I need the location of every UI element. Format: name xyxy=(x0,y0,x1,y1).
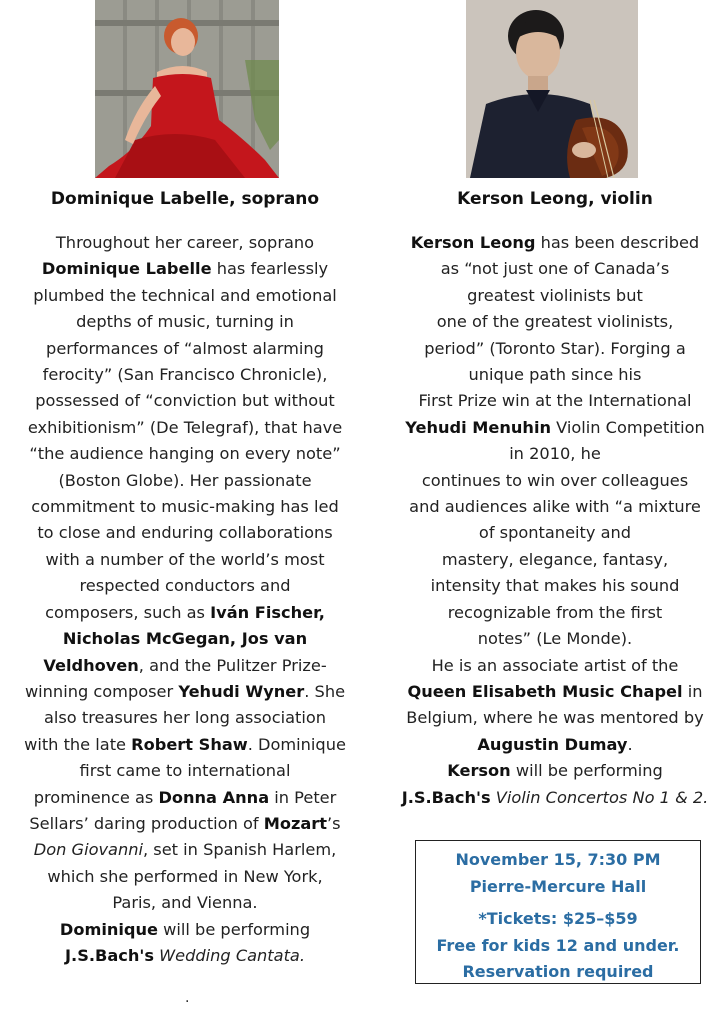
violinist-bio-line: Yehudi Menuhin Violin Competition xyxy=(405,417,705,437)
soprano-bio-line: plumbed the technical and emotional xyxy=(33,285,337,305)
violinist-bio-bold-text: Kerson Leong xyxy=(410,233,536,252)
violinist-bio-line: intensity that makes his sound xyxy=(430,576,680,596)
violinist-heading: Kerson Leong, violin xyxy=(457,189,653,209)
soprano-heading: Dominique Labelle, soprano xyxy=(50,189,320,209)
soprano-bio-line: respected conductors and xyxy=(79,576,291,596)
ticket-price: *Tickets: $25–$59 xyxy=(478,909,638,928)
violinist-bio-line: He is an associate artist of the xyxy=(431,655,679,675)
violinist-bio-line: and audiences alike with “a mixture xyxy=(409,497,701,517)
violinist-bio-line: recognizable from the first xyxy=(447,602,663,622)
soprano-bio-line: Dominique will be performing xyxy=(59,919,311,939)
soprano-photo xyxy=(95,0,279,178)
kids-free-note: Free for kids 12 and under. xyxy=(436,935,680,955)
concert-info-box xyxy=(415,840,701,984)
soprano-bio-line: depths of music, turning in xyxy=(76,312,294,332)
soprano-bio-bold-text: J.S.Bach's xyxy=(65,945,154,965)
soprano-bio-line: which she performed in New York, xyxy=(47,866,323,886)
violinist-bio-italic-text: Violin Concertos No 1 & 2. xyxy=(495,787,709,807)
soprano-bio-line xyxy=(8,943,362,969)
violinist-bio-line: Kerson will be performing xyxy=(447,761,663,781)
soprano-bio-line: with the late Robert Shaw. Dominique xyxy=(24,734,346,754)
soprano-bio-line: possessed of “conviction but without xyxy=(35,391,335,411)
soprano-bio-line: to close and enduring collaborations xyxy=(37,523,333,543)
soprano-bio xyxy=(8,230,362,969)
soprano-bio-line xyxy=(8,626,362,652)
violinist-bio-line: mastery, elegance, fantasy, xyxy=(441,549,669,569)
violinist-bio-line: unique path since his xyxy=(468,365,642,385)
soprano-bio-bold-text: Iván Fischer, xyxy=(210,602,325,622)
soprano-bio-line: Paris, and Vienna. xyxy=(112,893,258,913)
soprano-bio-line: prominence as Donna Anna in Peter xyxy=(33,787,337,807)
violinist-bio-bold-text: J.S.Bach's xyxy=(401,787,491,807)
soprano-bio-bold-text: Robert Shaw xyxy=(131,734,248,754)
violinist-bio-bold-text: Augustin Dumay xyxy=(477,734,628,754)
violinist-bio-line: continues to win over colleagues xyxy=(421,470,689,490)
violinist-bio-line: as “not just one of Canada’s xyxy=(440,259,670,279)
soprano-bio-line: with a number of the world’s most xyxy=(45,549,325,569)
soprano-bio-line: (Boston Globe). Her passionate xyxy=(58,470,312,490)
soprano-bio-line: ferocity” (San Francisco Chronicle), xyxy=(42,365,328,385)
soprano-bio-bold-text: Donna Anna xyxy=(158,787,270,807)
violinist-bio-line: notes” (Le Monde). xyxy=(477,629,633,649)
soprano-bio-bold-text: Nicholas McGegan, Jos van xyxy=(62,629,308,649)
soprano-bio-line: “the audience hanging on every note” xyxy=(29,444,341,464)
soprano-bio-line: composers, such as Iván Fischer, xyxy=(45,602,325,622)
soprano-bio-line: Veldhoven, and the Pulitzer Prize- xyxy=(43,655,327,675)
violinist-photo xyxy=(466,0,638,178)
violinist-bio-line: Belgium, where he was mentored by xyxy=(406,708,704,728)
soprano-bio-line: winning composer Yehudi Wyner. She xyxy=(24,681,346,701)
violinist-bio-line: First Prize win at the International xyxy=(418,391,692,411)
soprano-bio-bold-text: Dominique xyxy=(59,919,159,939)
soprano-bio-line: Dominique Labelle has fearlessly xyxy=(41,259,329,279)
violinist-bio-line xyxy=(388,785,722,811)
reservation-note: Reservation required xyxy=(462,962,654,981)
violinist-bio-line: Augustin Dumay. xyxy=(477,734,633,754)
violinist-bio xyxy=(388,230,722,811)
concert-date: November 15, 7:30 PM xyxy=(455,850,661,869)
violinist-bio-line: Kerson Leong has been described xyxy=(410,233,700,252)
soprano-bio-bold-text: Mozart xyxy=(263,813,328,833)
violinist-bio-bold-text: Queen Elisabeth Music Chapel xyxy=(407,681,683,701)
violinist-bio-line: in 2010, he xyxy=(509,444,601,464)
soprano-bio-italic-text: Don Giovanni xyxy=(33,840,143,860)
soprano-bio-line: Throughout her career, soprano xyxy=(55,233,315,252)
soprano-bio-line: Don Giovanni, set in Spanish Harlem, xyxy=(33,840,337,860)
violinist-bio-line: period” (Toronto Star). Forging a xyxy=(424,338,686,358)
soprano-bio-line: also treasures her long association xyxy=(43,708,327,728)
soprano-bio-bold-text: Dominique Labelle xyxy=(41,259,212,279)
concert-venue: Pierre-Mercure Hall xyxy=(469,876,647,896)
violinist-bio-bold-text: Yehudi Menuhin xyxy=(405,417,552,437)
soprano-bio-italic-text: Wedding Cantata. xyxy=(159,945,305,965)
soprano-bio-bold-text: Veldhoven xyxy=(43,655,139,675)
soprano-bio-line: commitment to music-making has led xyxy=(31,497,339,517)
violinist-bio-line: greatest violinists but xyxy=(467,285,643,305)
soprano-bio-line: first came to international xyxy=(79,761,291,781)
soprano-bio-line: performances of “almost alarming xyxy=(46,338,324,358)
trailing-dot: . xyxy=(185,990,190,1006)
violinist-bio-line: one of the greatest violinists, xyxy=(436,312,674,332)
violinist-bio-bold-text: Kerson xyxy=(447,761,511,781)
violinist-bio-line: Queen Elisabeth Music Chapel in xyxy=(407,681,703,701)
soprano-bio-bold-text: Yehudi Wyner xyxy=(178,681,305,701)
soprano-bio-line: exhibitionism” (De Telegraf), that have xyxy=(27,417,343,437)
violinist-bio-line: of spontaneity and xyxy=(478,523,632,543)
soprano-bio-line: Sellars’ daring production of Mozart’s xyxy=(29,813,341,833)
